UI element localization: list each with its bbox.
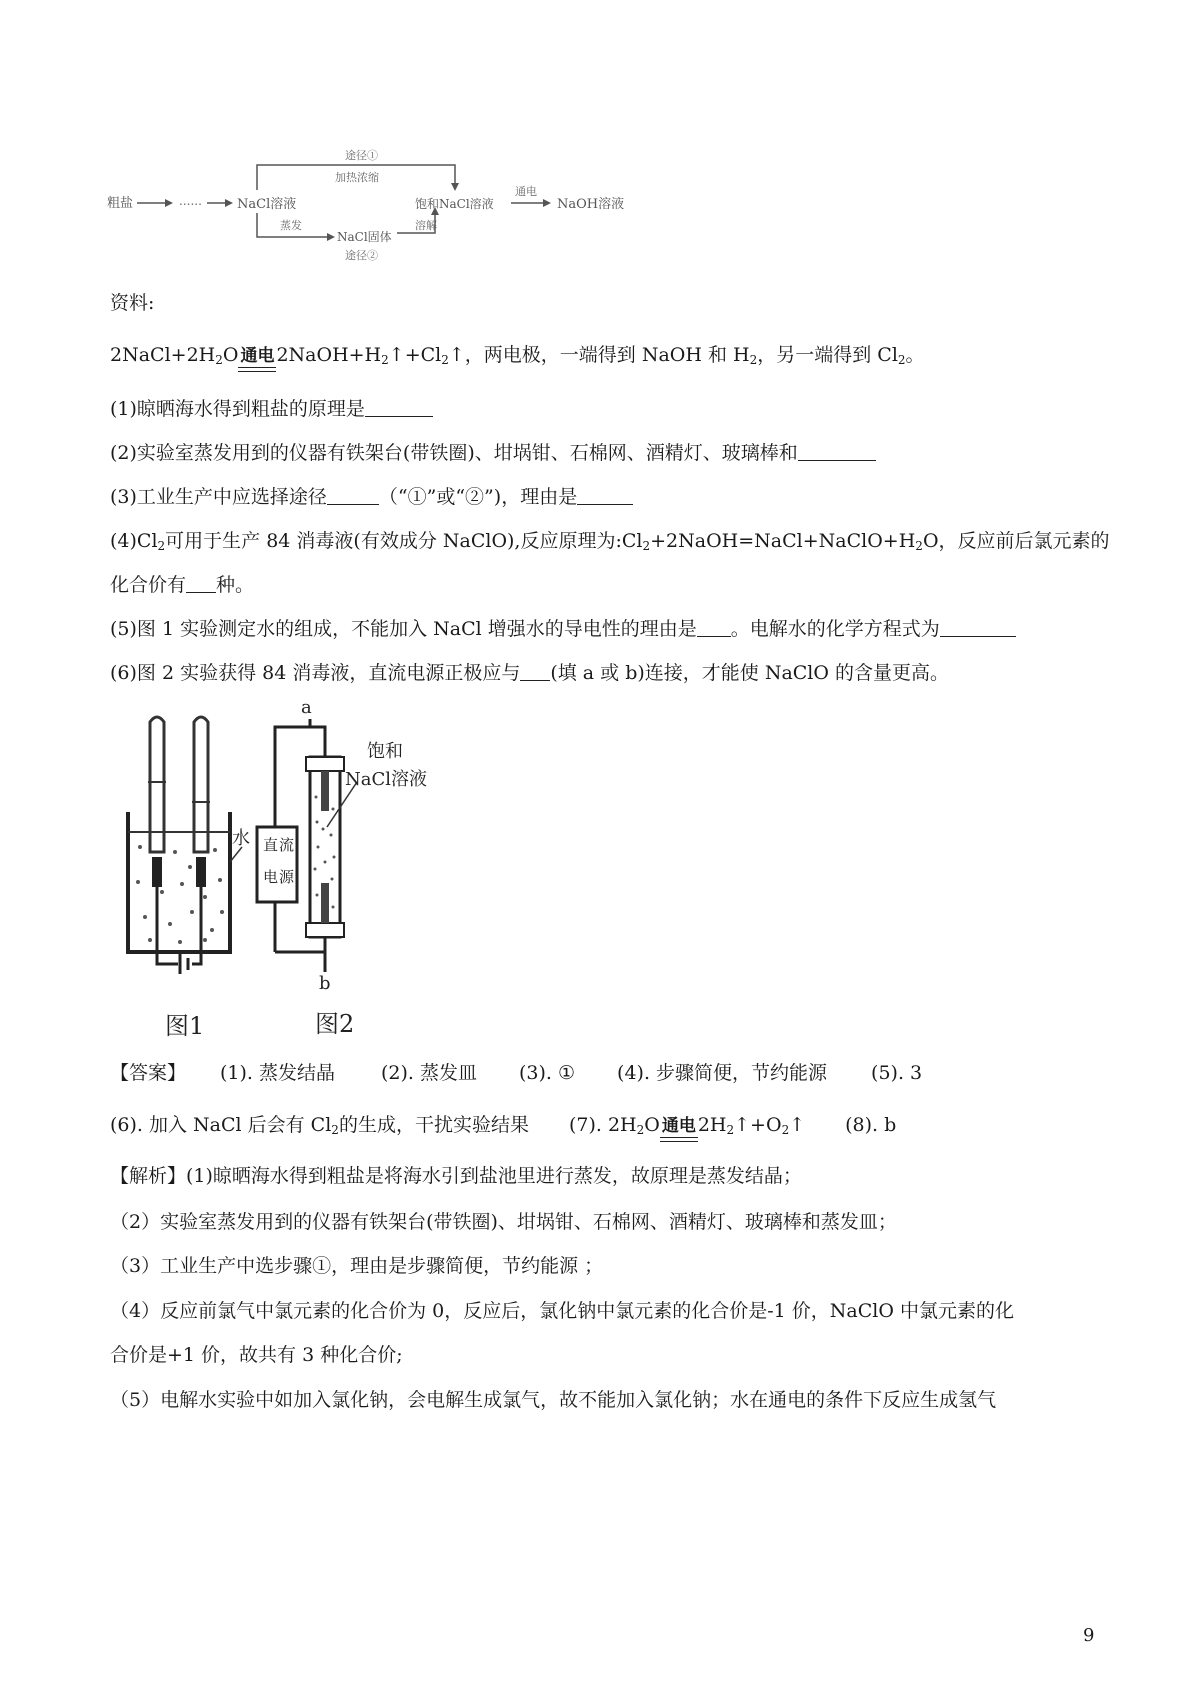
flow-route1-bottom: 加热浓缩 [335,171,379,184]
question-3: (3)工业生产中应选择途径 （“①”或“②”)，理由是 [110,484,633,510]
figure-1-electrolysis [120,712,260,1042]
page-number: 9 [1083,1625,1095,1646]
material-label: 资料: [110,292,155,314]
flow-evaporate: 蒸发 [280,219,302,232]
fig1-water-label: 水 [232,828,250,849]
fig2-power-4: 源 [279,868,295,886]
fig2-power-3: 电 [263,868,279,886]
fig2-power-2: 流 [279,836,295,854]
flow-nacl-solid: NaCl固体 [337,230,392,244]
answer-line-2: (6). 加入 NaCl 后会有 Cl2的生成，干扰实验结果 (7). 2H2O 通电 2H2↑+O2↑ (8). b [110,1114,897,1137]
flow-electrify: 通电 [515,185,537,198]
fig2-saturated-b: NaCl溶液 [345,769,428,790]
flow-dots: ...... [179,194,202,208]
flow-saturated: 饱和NaCl溶液 [415,197,494,211]
analysis-2: （2）实验室蒸发用到的仪器有铁架台(带铁圈)、坩埚钳、石棉网、酒精灯、玻璃棒和蒸发皿； [110,1211,897,1233]
flow-route2: 途径② [345,249,378,262]
flow-diagram [95,145,655,275]
flow-dissolve: 溶解 [415,219,437,232]
fig1-caption: 图1 [165,1012,205,1040]
fig2-power-1: 直 [263,836,279,854]
condition-electrify: 通电 [238,343,276,369]
answer-line-1: 【答案】 (1). 蒸发结晶 (2). 蒸发皿 (3). ① (4). 步骤简便，节约能源 (5). 3 [110,1062,923,1084]
analysis-4: （4）反应前氯气中氯元素的化合价为 0，反应后，氯化钠中氯元素的化合价是-1 价，NaClO 中氯元素的化 [110,1300,1014,1322]
analysis-3: （3）工业生产中选步骤①，理由是步骤简便，节约能源 ； [110,1255,604,1277]
question-5: (5)图 1 实验测定水的组成，不能加入 NaCl 增强水的导电性的理由是 。电解水的化学方程式为 [110,616,1016,642]
question-4: (4)Cl2可用于生产 84 消毒液(有效成分 NaClO),反应原理为:Cl2+2NaOH=NaCl+NaClO+H2O，反应前后氯元素的 [110,530,1110,553]
question-2: (2)实验室蒸发用到的仪器有铁架台(带铁圈)、坩埚钳、石棉网、酒精灯、玻璃棒和 [110,440,876,466]
equation-electrolysis: 2NaCl+2H2O 通电 2NaOH+H2↑+Cl2↑，两电极，一端得到 NaOH 和 H2，另一端得到 Cl2。 [110,344,925,367]
analysis-4-continued: 合价是+1 价，故共有 3 种化合价; [110,1344,403,1366]
figure-2-electrolysis [245,697,445,1042]
flow-naoh: NaOH溶液 [557,197,625,212]
question-1: (1)晾晒海水得到粗盐的原理是 [110,396,433,422]
analysis-5: （5）电解水实验中如加入氯化钠，会电解生成氯气，故不能加入氯化钠；水在通电的条件下反应生成氢气 [110,1389,997,1411]
fig2-caption: 图2 [315,1010,355,1038]
fig2-saturated-a: 饱和 [367,741,403,762]
fig2-terminal-b: b [319,973,331,994]
question-6: (6)图 2 实验获得 84 消毒液，直流电源正极应与 (填 a 或 b)连接，才能使 NaClO 的含量更高。 [110,662,950,684]
flow-nacl-solution: NaCl溶液 [237,197,297,212]
fig2-terminal-a: a [301,697,312,718]
flow-route1-top: 途径① [345,149,378,162]
flow-raw-salt: 粗盐 [107,196,134,211]
analysis-1: 【解析】(1)晾晒海水得到粗盐是将海水引到盐池里进行蒸发，故原理是蒸发结晶； [110,1165,802,1187]
question-4-continued: 化合价有 种。 [110,574,255,596]
condition-electrify-answer: 通电 [660,1113,698,1139]
